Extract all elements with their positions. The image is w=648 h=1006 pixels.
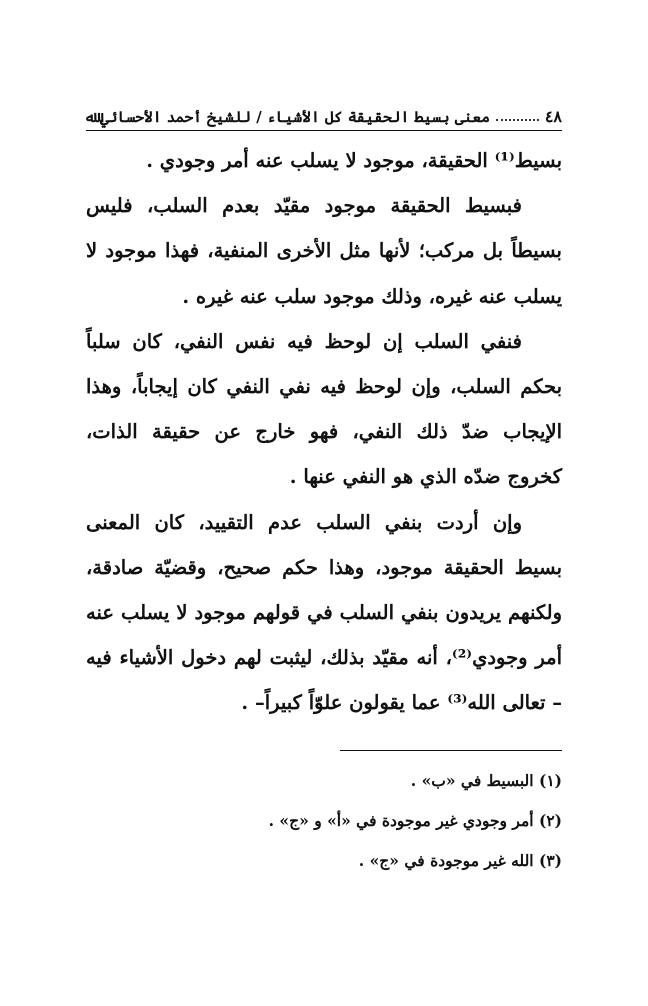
paragraph: فبسيط الحقيقة موجود مقيّد بعدم السلب، فليس بسيطاً بل مركب؛ لأنها مثل الأخرى المنفية، فهذا موجود لا يسلب عنه غيره، وذلك موجود سلب عنه غيره . [86,194,562,308]
header-dot-leader [496,119,539,121]
main-text [86,138,562,726]
paragraph: فنفي السلب إن لوحظ فيه نفس النفي، كان سلباً بحكم السلب، وإن لوحظ فيه نفي النفي كان إيجاباً، وهذا الإيجاب ضدّ ذلك النفي، فهو خارج عن حقيقة الذات، كخروج ضدّه الذي هو النفي عنها . [86,329,562,489]
running-title: معنى بسيط الحقيقة كل الأشياء / للشيخ أحمد الأحسائي ﷲ [86,108,491,126]
running-header [86,96,562,126]
header-rule [86,130,562,131]
paragraph: وإن أردت بنفي السلب عدم التقييد، كان المعنى بسيط الحقيقة موجود، وهذا حكم صحيح، وقضيّة صادقة، ولكنهم يريدون بنفي السلب في قولهم موجود لا يسلب عنه أمر وجودي⁽²⁾، أنه مقيّد بذلك، ليثبت لهم دخول الأشياء فيه – تعالى الله⁽³⁾ عما يقولون علوّاً كبيراً– . [86,510,562,715]
footnote: (٢) أمر وجودي غير موجودة في «أ» و «ج» . [268,811,562,830]
footnote: (١) البسيط في «ب» . [410,771,562,790]
footnotes [86,765,562,885]
paragraph: بسيط⁽¹⁾ الحقيقة، موجود لا يسلب عنه أمر وجودي . [146,149,562,172]
footnote: (٣) الله غير موجودة في «ج» . [358,851,562,870]
page-number: ٤٨ [544,107,562,126]
footnote-rule [340,750,562,751]
